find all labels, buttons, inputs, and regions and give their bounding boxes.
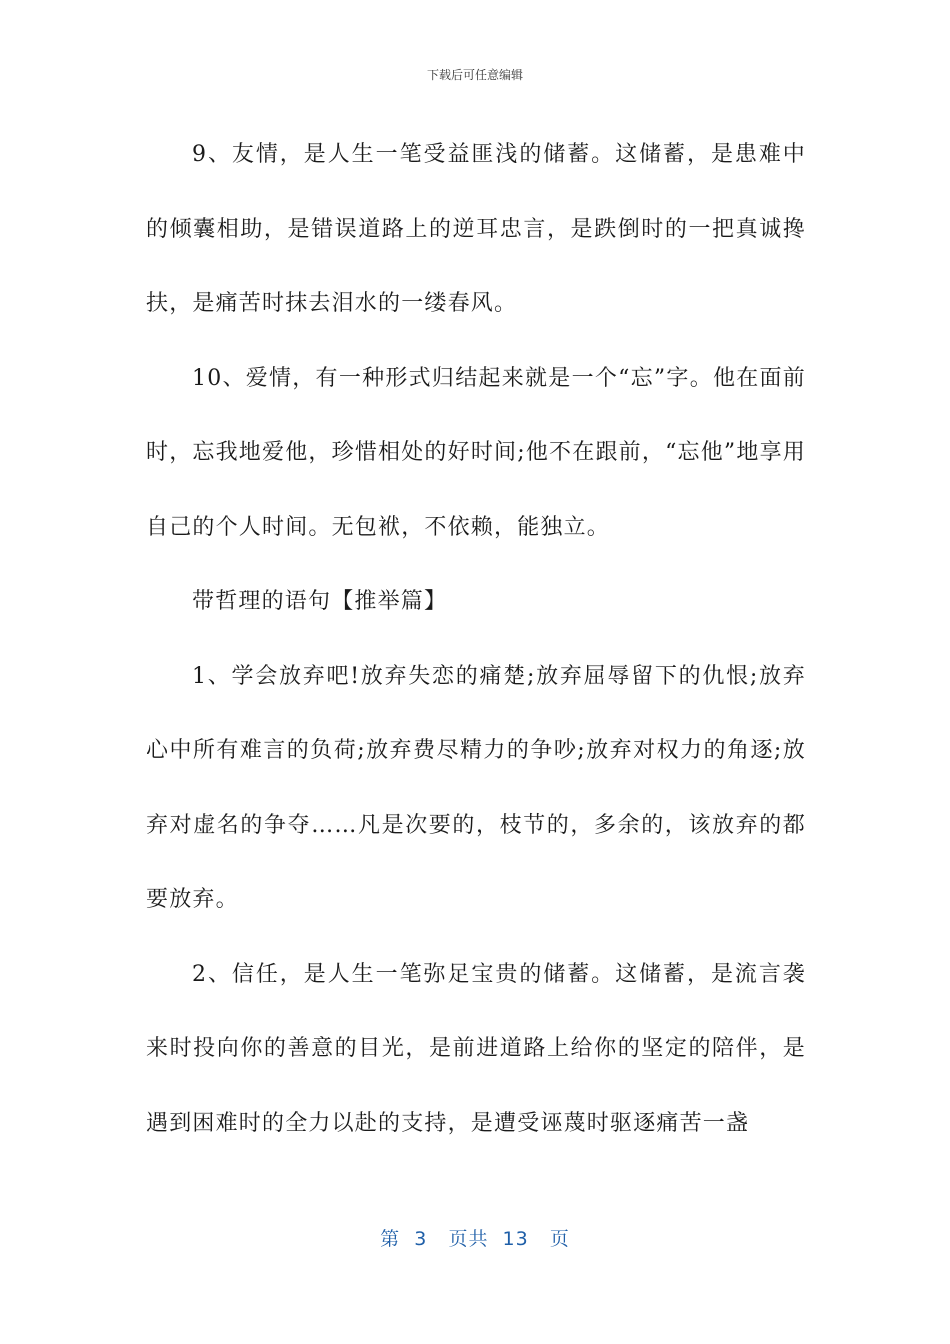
section-heading: 带哲理的语句【推举篇】 [192,589,448,614]
page-footer [0,1224,950,1251]
footer-suffix: 页 [549,1228,570,1250]
paragraph-love: 10、爱情，有一种形式归结起来就是一个“忘”字。他在面前时，忘我地爱他，珍惜相处的好时间;他不在跟前，“忘他”地享用自己的个人时间。无包袱，不依赖，能独立。 [146,365,806,540]
document-body [146,118,806,1161]
footer-middle: 页共 [448,1228,489,1250]
header-note: 下载后可任意编辑 [426,68,523,82]
page-header [0,66,950,83]
footer-current-page: 3 [414,1228,428,1250]
paragraph-trust: 2、信任，是人生一笔弥足宝贵的储蓄。这储蓄，是流言袭来时投向你的善意的目光，是前进道路上给你的坚定的陪伴，是遇到困难时的全力以赴的支持，是遭受诬蔑时驱逐痛苦一盏 [146,961,806,1136]
paragraph-friendship: 9、友情，是人生一笔受益匪浅的储蓄。这储蓄，是患难中的倾囊相助，是错误道路上的逆耳忠言，是跌倒时的一把真诚搀扶，是痛苦时抹去泪水的一缕春风。 [146,142,806,316]
footer-prefix: 第 [380,1228,401,1250]
footer-total-pages: 13 [502,1228,529,1250]
paragraph-let-go: 1、学会放弃吧!放弃失恋的痛楚;放弃屈辱留下的仇恨;放弃心中所有难言的负荷;放弃费尽精力的争吵;放弃对权力的角逐;放弃对虚名的争夺……凡是次要的，枝节的，多余的，该放弃的都要放弃。 [146,663,806,912]
